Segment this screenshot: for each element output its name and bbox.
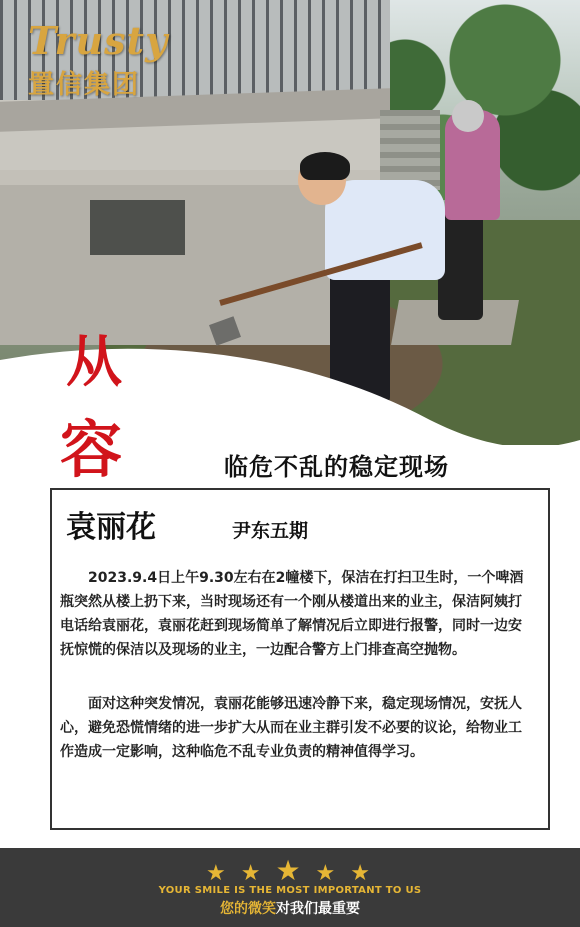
rating-stars [0,854,580,887]
photo-woman-hair [300,152,350,180]
slogan-english: YOUR SMILE IS THE MOST IMPORTANT TO US [158,885,422,896]
project-name: 尹东五期 [232,520,309,542]
story-paragraph-2: 面对这种突发情况，袁丽花能够迅速冷静下来，稳定现场情况，安抚人心，避免恐慌情绪的进一步扩大从而在业主群引发不必要的议论，给物业工作造成一定影响，这种临危不乱专业负责的精神值得学习。 [60,696,522,760]
slogan-rest: 对我们最重要 [276,901,360,917]
star-icon: ★ [205,861,230,886]
person-name: 袁丽花 [66,510,156,545]
headline: 临危不乱的稳定现场 [224,453,449,481]
logo-english: Trusty [28,18,169,63]
slogan-chinese [0,898,580,918]
calligraphy-char-2: 容 [60,413,123,486]
star-icon: ★ [240,861,265,886]
star-icon: ★ [315,861,340,886]
slogan-highlight: 您的微笑 [220,901,276,917]
star-icon: ★ [350,861,375,886]
photo-steps [380,110,440,190]
story-paragraph-1: 2023.9.4日上午9.30左右在2幢楼下，保洁在打扫卫生时，一个啤酒瓶突然从楼上扔下来，当时现场还有一个刚从楼道出来的业主，保洁阿姨打电话给袁丽花，袁丽花赶到现场简单了解情况后立即进行报警，同时一边安抚惊慌的保洁以及现场的业主，一边配合警方上门排查高空抛物。 [60,570,524,658]
photo-person-head [452,100,484,132]
photo-vent [90,200,185,255]
logo-chinese: 置信集团 [28,70,141,100]
star-icon: ★ [275,854,305,887]
calligraphy-char-1: 从 [66,329,122,395]
brand-logo [28,18,178,98]
